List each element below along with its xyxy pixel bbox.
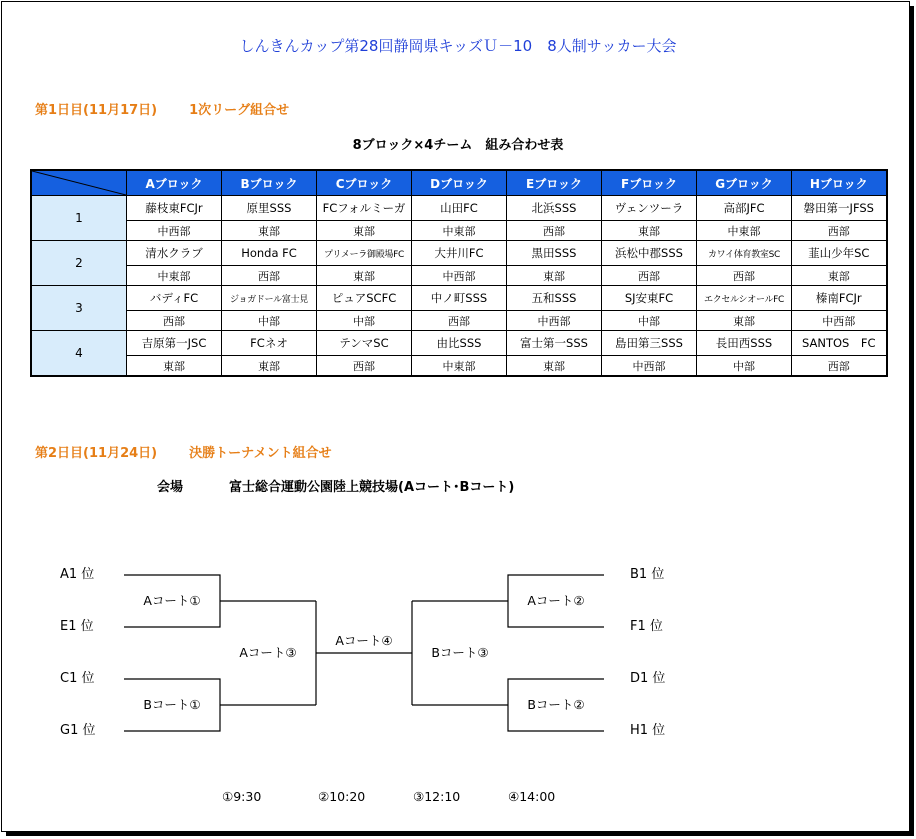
region-cell: 東部 xyxy=(507,266,602,286)
team-cell: 吉原第一JSC xyxy=(127,331,222,356)
team-cell: 榛南FCJr xyxy=(792,286,887,311)
team-cell: 黒田SSS xyxy=(507,241,602,266)
block-header: Gブロック xyxy=(697,170,792,196)
document-title: しんきんカップ第28回静岡県キッズＵ－10 8人制サッカー大会 xyxy=(239,37,677,55)
region-cell: 東部 xyxy=(127,356,222,377)
match-label: Bコート① xyxy=(143,697,201,712)
league-table-title: 8ブロック×4チーム 組み合わせ表 xyxy=(352,138,564,153)
region-cell: 中東部 xyxy=(697,221,792,241)
team-cell: カワイ体育教室SC xyxy=(697,241,792,266)
seed-label: D1 位 xyxy=(630,671,666,686)
team-cell: 原里SSS xyxy=(222,196,317,221)
day2-date: 第2日目(11月24日) xyxy=(35,446,158,461)
region-cell: 中部 xyxy=(317,311,412,331)
team-cell: テンマSC xyxy=(317,331,412,356)
team-cell: ジョガドール富士見 xyxy=(222,286,317,311)
region-cell: 中東部 xyxy=(127,266,222,286)
region-cell: 東部 xyxy=(697,311,792,331)
team-cell: 藤枝東FCJr xyxy=(127,196,222,221)
region-cell: 東部 xyxy=(602,221,697,241)
region-cell: 西部 xyxy=(697,266,792,286)
team-cell: FCフォルミーガ xyxy=(317,196,412,221)
team-cell: バディFC xyxy=(127,286,222,311)
seed-label: B1 位 xyxy=(630,567,665,582)
block-header: Eブロック xyxy=(507,170,602,196)
team-cell: 島田第三SSS xyxy=(602,331,697,356)
time-slot: ②10:20 xyxy=(318,789,366,804)
day2-subtitle: 決勝トーナメント組合せ xyxy=(189,446,332,461)
region-cell: 中西部 xyxy=(792,311,887,331)
team-cell: 高部JFC xyxy=(697,196,792,221)
time-slot: ③12:10 xyxy=(413,789,461,804)
team-cell: プリメーラ御殿場FC xyxy=(317,241,412,266)
team-cell: SJ安東FC xyxy=(602,286,697,311)
team-cell: 韮山少年SC xyxy=(792,241,887,266)
team-cell: 北浜SSS xyxy=(507,196,602,221)
venue-name: 富士総合運動公園陸上競技場(Aコート･Bコート) xyxy=(229,480,515,495)
region-cell: 東部 xyxy=(317,221,412,241)
team-cell: ピュアSCFC xyxy=(317,286,412,311)
block-header: Dブロック xyxy=(412,170,507,196)
region-cell: 東部 xyxy=(222,356,317,377)
block-header: Cブロック xyxy=(317,170,412,196)
region-cell: 西部 xyxy=(507,221,602,241)
row-number: 3 xyxy=(31,286,127,331)
team-cell: 長田西SSS xyxy=(697,331,792,356)
match-label: Aコート④ xyxy=(335,633,393,648)
team-cell: エクセルシオールFC xyxy=(697,286,792,311)
match-label: Bコート③ xyxy=(431,645,489,660)
region-cell: 西部 xyxy=(222,266,317,286)
seed-label: C1 位 xyxy=(60,671,95,686)
region-cell: 中西部 xyxy=(602,356,697,377)
day1-subtitle: 1次リーグ組合せ xyxy=(189,103,290,118)
region-cell: 中西部 xyxy=(412,266,507,286)
region-cell: 中東部 xyxy=(412,356,507,377)
region-cell: 西部 xyxy=(127,311,222,331)
team-cell: SANTOS FC xyxy=(792,331,887,356)
team-cell: 由比SSS xyxy=(412,331,507,356)
region-cell: 中部 xyxy=(697,356,792,377)
row-number: 2 xyxy=(31,241,127,286)
team-cell: 山田FC xyxy=(412,196,507,221)
region-cell: 東部 xyxy=(317,266,412,286)
region-cell: 中西部 xyxy=(127,221,222,241)
region-cell: 西部 xyxy=(412,311,507,331)
day1-date: 第1日目(11月17日) xyxy=(35,103,158,118)
seed-label: H1 位 xyxy=(630,723,666,738)
match-label: Aコート③ xyxy=(239,645,297,660)
team-cell: 富士第一SSS xyxy=(507,331,602,356)
region-cell: 中部 xyxy=(602,311,697,331)
region-cell: 東部 xyxy=(222,221,317,241)
team-cell: 浜松中郡SSS xyxy=(602,241,697,266)
venue-label: 会場 xyxy=(157,480,184,495)
region-cell: 東部 xyxy=(792,266,887,286)
team-cell: FCネオ xyxy=(222,331,317,356)
region-cell: 中東部 xyxy=(412,221,507,241)
team-cell: Honda FC xyxy=(222,241,317,266)
block-header: Aブロック xyxy=(127,170,222,196)
region-cell: 西部 xyxy=(317,356,412,377)
seed-label: A1 位 xyxy=(60,567,95,582)
block-header: Fブロック xyxy=(602,170,697,196)
seed-label: E1 位 xyxy=(60,619,94,634)
block-header: Bブロック xyxy=(222,170,317,196)
time-slot: ④14:00 xyxy=(508,789,556,804)
match-label: Aコート① xyxy=(143,593,201,608)
team-cell: 清水クラブ xyxy=(127,241,222,266)
team-cell: 中ノ町SSS xyxy=(412,286,507,311)
time-slot: ①9:30 xyxy=(222,789,262,804)
row-number: 1 xyxy=(31,196,127,241)
match-label: Aコート② xyxy=(527,593,585,608)
seed-label: F1 位 xyxy=(630,619,663,634)
team-cell: ヴェンツーラ xyxy=(602,196,697,221)
seed-label: G1 位 xyxy=(60,723,96,738)
team-cell: 大井川FC xyxy=(412,241,507,266)
team-cell: 磐田第一JFSS xyxy=(792,196,887,221)
region-cell: 西部 xyxy=(602,266,697,286)
match-label: Bコート② xyxy=(527,697,585,712)
team-cell: 五和SSS xyxy=(507,286,602,311)
region-cell: 西部 xyxy=(792,356,887,377)
region-cell: 中部 xyxy=(222,311,317,331)
region-cell: 東部 xyxy=(507,356,602,377)
block-header: Hブロック xyxy=(792,170,887,196)
row-number: 4 xyxy=(31,331,127,377)
region-cell: 西部 xyxy=(792,221,887,241)
region-cell: 中西部 xyxy=(507,311,602,331)
